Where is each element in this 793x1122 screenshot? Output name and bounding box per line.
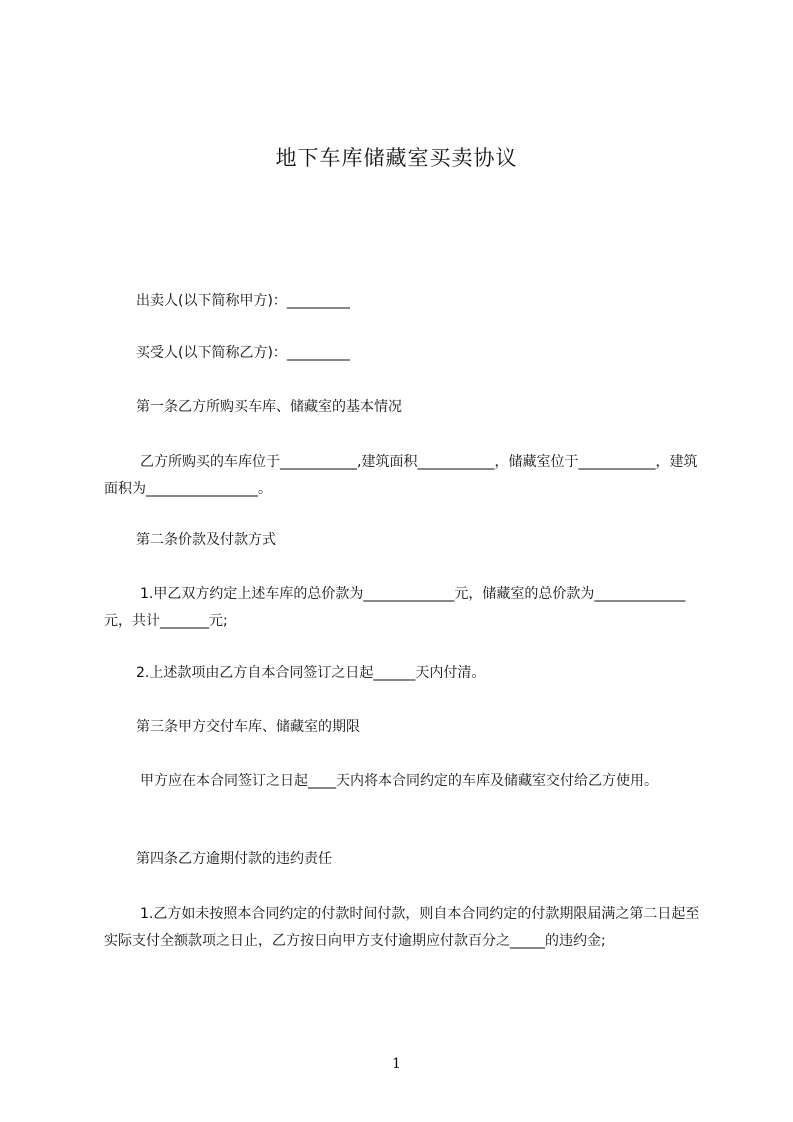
article-1-body: 乙方所购买的车库位于___________,建筑面积___________，储藏室位于___________，建筑面积为________________。	[104, 454, 698, 497]
article-3-body: 甲方应在本合同签订之日起____天内将本合同约定的车库及储藏室交付给乙方使用。	[140, 773, 658, 789]
article-2-item-1: 1.甲乙双方约定上述车库的总价款为_____________元，储藏室的总价款为_____________元，共计_______元;	[104, 586, 686, 629]
buyer-line: 买受人(以下简称乙方)：_________	[136, 345, 350, 361]
document-title: 地下车库储藏室买卖协议	[275, 146, 518, 170]
article-2-item-2: 2.上述款项由乙方自本合同签订之日起______天内付清。	[136, 665, 486, 681]
article-3-heading: 第三条甲方交付车库、储藏室的期限	[136, 719, 360, 735]
seller-line: 出卖人(以下简称甲方)：_________	[136, 293, 350, 309]
article-4-heading: 第四条乙方逾期付款的违约责任	[136, 851, 332, 867]
article-2-heading: 第二条价款及付款方式	[136, 532, 276, 548]
article-1-heading: 第一条乙方所购买车库、储藏室的基本情况	[136, 399, 402, 415]
page-number: 1	[392, 1056, 401, 1072]
article-4-item-1: 1.乙方如未按照本合同约定的付款时间付款，则自本合同约定的付款期限届满之第二日起至实际支付全额款项之日止，乙方按日向甲方支付逾期应付款百分之_____的违约金;	[104, 906, 700, 949]
